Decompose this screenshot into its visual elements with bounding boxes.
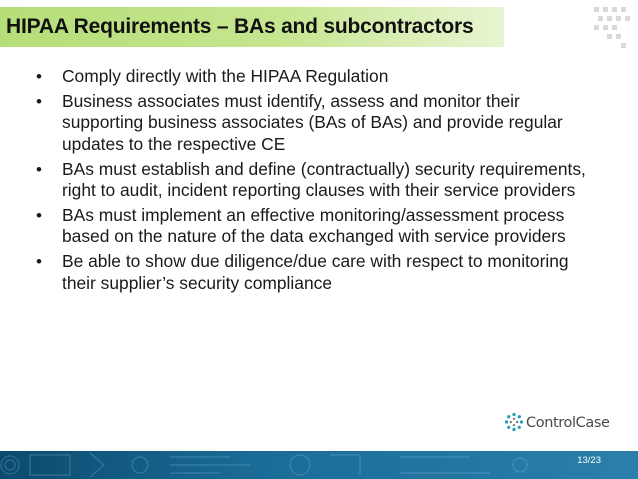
bullet-item xyxy=(36,66,596,88)
bullet-marker: • xyxy=(36,205,42,225)
slide-title: HIPAA Requirements – BAs and subcontractors xyxy=(6,15,474,38)
corner-dots-decoration xyxy=(592,3,632,49)
title-bar xyxy=(0,7,504,47)
logo-text: ControlCase xyxy=(526,415,610,431)
bullet-item xyxy=(36,251,596,294)
bullet-marker: • xyxy=(36,159,42,179)
controlcase-logo-icon xyxy=(504,412,524,432)
bullet-item xyxy=(36,205,596,248)
bullet-text: Comply directly with the HIPAA Regulation xyxy=(62,66,389,86)
page-number: 13/23 xyxy=(577,455,601,466)
bullet-marker: • xyxy=(36,91,42,111)
footer-bar xyxy=(0,451,638,479)
bullet-text: BAs must establish and define (contractually) security requirements, right to audit, incident reporting clauses with their service providers xyxy=(62,158,586,201)
bullet-item xyxy=(36,91,596,156)
bullet-list xyxy=(36,66,596,297)
bullet-item xyxy=(36,159,596,202)
bullet-text: Be able to show due diligence/due care with respect to monitoring their supplier’s security compliance xyxy=(62,251,569,293)
bullet-text: Business associates must identify, assess and monitor their supporting business associates (BAs of BAs) and provide regular updates to the respective CE xyxy=(62,90,563,154)
bullet-text: BAs must implement an effective monitoring/assessment process based on the nature of the data exchanged with service providers xyxy=(62,204,566,247)
bullet-marker: • xyxy=(36,67,42,86)
bullet-marker: • xyxy=(36,252,42,272)
footer-pattern-decoration xyxy=(0,451,638,479)
controlcase-logo xyxy=(504,412,616,438)
